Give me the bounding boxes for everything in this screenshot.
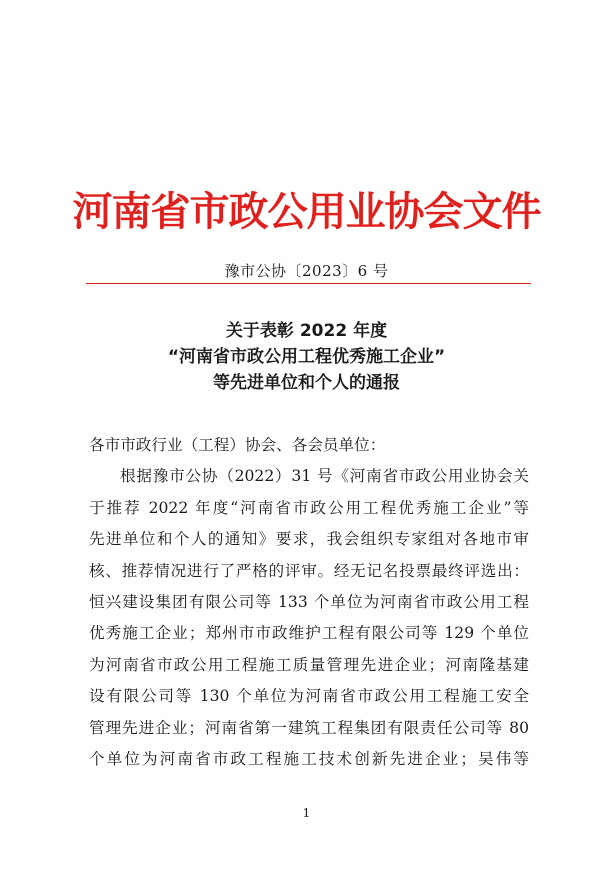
page-number: 1 (302, 806, 311, 820)
title-line: “河南省市政公用工程优秀施工企业” (167, 347, 446, 367)
body-line: 优秀施工企业；郑州市市政维护工程有限公司等 129 个单位 (89, 624, 529, 643)
body-text (89, 430, 529, 775)
title-line: 等先进单位和个人的通报 (213, 373, 400, 393)
body-line: 为河南省市政公用工程施工质量管理先进企业；河南隆基建 (89, 655, 529, 674)
body-line: 设有限公司等 130 个单位为河南省市政公用工程施工安全 (89, 687, 529, 706)
red-divider-rule (86, 283, 531, 284)
title-line: 关于表彰 2022 年度 (225, 321, 388, 341)
body-line: 恒兴建设集团有限公司等 133 个单位为河南省市政公用工程 (89, 592, 529, 611)
notice-title (0, 318, 613, 396)
masthead-title: 河南省市政公用业协会文件 (72, 188, 541, 235)
salutation: 各市市政行业（工程）协会、各会员单位： (89, 436, 386, 454)
document-number: 豫市公协〔2023〕6 号 (224, 262, 389, 280)
body-line: 个单位为河南省市政工程施工技术创新先进企业；吴伟等 (89, 749, 529, 768)
body-line: 于推荐 2022 年度“河南省市政公用工程优秀施工企业”等 (89, 498, 529, 517)
body-line: 先进单位和个人的通知》要求，我会组织专家组对各地市审 (89, 530, 529, 549)
body-line: 根据豫市公协（2022）31 号《河南省市政公用业协会关 (120, 467, 529, 486)
body-line: 核、推荐情况进行了严格的评审。经无记名投票最终评选出： (89, 561, 529, 580)
body-line: 管理先进企业；河南省第一建筑工程集团有限责任公司等 80 (89, 718, 529, 737)
